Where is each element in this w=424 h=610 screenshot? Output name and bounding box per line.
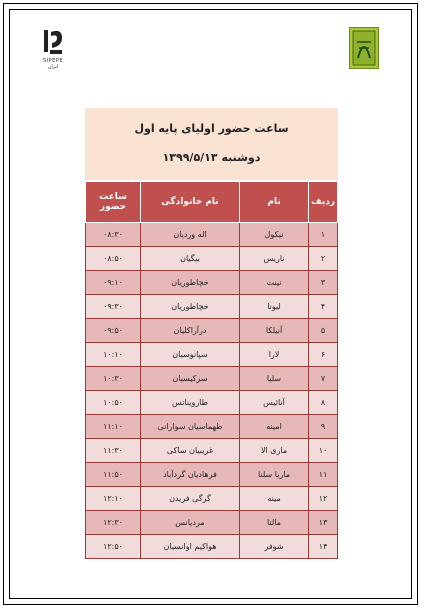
cell-family: بیگیان <box>141 247 240 271</box>
table-header-row <box>86 182 338 223</box>
cell-family: گرگی فریدن <box>141 487 240 511</box>
cell-index: ۶ <box>309 343 338 367</box>
cell-time: ۱۰:۱۰ <box>86 343 141 367</box>
cell-time: ۱۰:۳۰ <box>86 367 141 391</box>
cell-name: آنیلکا <box>239 319 308 343</box>
cell-family: سرکیسیان <box>141 367 240 391</box>
table-row <box>86 511 338 535</box>
cell-name: شوفر <box>239 535 308 559</box>
cell-index: ۱۴ <box>309 535 338 559</box>
title-box <box>85 108 338 180</box>
header-name: نام <box>239 182 308 223</box>
cell-name: نیکول <box>239 223 308 247</box>
cell-time: ۱۱:۱۰ <box>86 415 141 439</box>
cell-family: طاروینانس <box>141 391 240 415</box>
cell-index: ۱۳ <box>309 511 338 535</box>
cell-index: ۱۱ <box>309 463 338 487</box>
cell-index: ۱۲ <box>309 487 338 511</box>
cell-family: اله وردیان <box>141 223 240 247</box>
cell-index: ۱ <box>309 223 338 247</box>
cell-family: فرهادیان گردآباد <box>141 463 240 487</box>
header-index: ردیف <box>309 182 338 223</box>
cell-index: ۵ <box>309 319 338 343</box>
table-row <box>86 487 338 511</box>
cell-family: مردیانس <box>141 511 240 535</box>
header-family-name: نام خانوادگی <box>141 182 240 223</box>
cell-name: نینت <box>239 271 308 295</box>
cell-time: ۱۲:۱۰ <box>86 487 141 511</box>
cell-family: خچاطوریان <box>141 271 240 295</box>
cell-time: ۰۸:۳۰ <box>86 223 141 247</box>
table-row <box>86 535 338 559</box>
cell-family: درآراکلیان <box>141 319 240 343</box>
header-time: ساعت حضور <box>86 182 141 223</box>
cell-name: لیونا <box>239 295 308 319</box>
table-body <box>86 223 338 559</box>
table-row <box>86 247 338 271</box>
table-row <box>86 343 338 367</box>
table-row <box>86 223 338 247</box>
logo-caption: SIPEPE ایران <box>43 58 63 70</box>
cell-index: ۸ <box>309 391 338 415</box>
cell-name: مینه <box>239 487 308 511</box>
cell-index: ۴ <box>309 295 338 319</box>
cell-family: سپانوسیان <box>141 343 240 367</box>
cell-time: ۰۹:۵۰ <box>86 319 141 343</box>
cell-time: ۱۰:۵۰ <box>86 391 141 415</box>
cell-family: طهماسیان سوارانی <box>141 415 240 439</box>
cell-time: ۱۱:۵۰ <box>86 463 141 487</box>
cell-name: مالتا <box>239 511 308 535</box>
cell-time: ۱۲:۵۰ <box>86 535 141 559</box>
cell-family: غریبیان ساکی <box>141 439 240 463</box>
cell-family: خچاطوریان <box>141 295 240 319</box>
page-title: ساعت حضور اولیای پایه اول <box>134 122 289 135</box>
cell-name: لارا <box>239 343 308 367</box>
table-row <box>86 391 338 415</box>
table-row <box>86 415 338 439</box>
cell-name: سلیا <box>239 367 308 391</box>
table-row <box>86 271 338 295</box>
cell-time: ۱۲:۳۰ <box>86 511 141 535</box>
table-row <box>86 367 338 391</box>
cell-name: آنائیس <box>239 391 308 415</box>
cell-time: ۰۸:۵۰ <box>86 247 141 271</box>
school-logo-right <box>349 27 379 69</box>
table-row <box>86 463 338 487</box>
cell-name: ناریس <box>239 247 308 271</box>
cell-time: ۰۹:۱۰ <box>86 271 141 295</box>
cell-family: هواکیم اوانسیان <box>141 535 240 559</box>
cell-name: امینه <box>239 415 308 439</box>
cell-index: ۱۰ <box>309 439 338 463</box>
cell-index: ۷ <box>309 367 338 391</box>
date-line: دوشنبه ۱۳۹۹/۵/۱۳ <box>162 151 261 164</box>
cell-index: ۳ <box>309 271 338 295</box>
cell-name: ماری الا <box>239 439 308 463</box>
attendance-table <box>85 181 338 559</box>
table-row <box>86 439 338 463</box>
table-row <box>86 295 338 319</box>
cell-name: ماریا سلنا <box>239 463 308 487</box>
cell-time: ۱۱:۳۰ <box>86 439 141 463</box>
cell-index: ۲ <box>309 247 338 271</box>
cell-time: ۰۹:۳۰ <box>86 295 141 319</box>
cell-index: ۹ <box>309 415 338 439</box>
table-row <box>86 319 338 343</box>
